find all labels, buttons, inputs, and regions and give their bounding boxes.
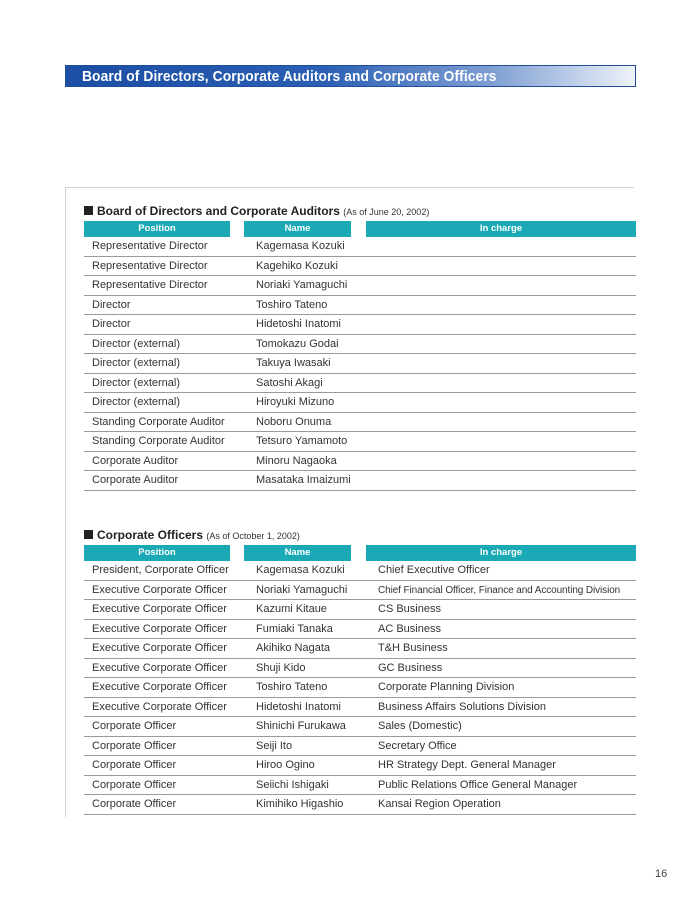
table-row: [84, 452, 636, 472]
table-row: [84, 276, 636, 296]
officers-table: [84, 561, 636, 815]
cell-position: Representative Director: [92, 279, 208, 291]
cell-name: Satoshi Akagi: [256, 376, 323, 389]
cell-position: Corporate Officer: [92, 798, 177, 810]
cell-position: Executive Corporate Officer: [92, 700, 227, 713]
table-row: [84, 354, 636, 374]
square-bullet-icon: [84, 206, 93, 215]
board-col-position: Position: [84, 221, 230, 237]
cell-in-charge: Business Affairs Solutions Division: [378, 700, 546, 713]
officers-col-name: Name: [244, 545, 351, 561]
cell-name: Toshiro Tateno: [256, 681, 328, 693]
officers-section-heading: [84, 528, 300, 542]
cell-position: Corporate Officer: [92, 778, 177, 791]
table-row: [84, 795, 636, 815]
table-row: [84, 581, 636, 601]
cell-in-charge: Chief Financial Officer, Finance and Accounting Division: [378, 584, 621, 596]
cell-position: Director: [92, 298, 131, 311]
cell-name: Kimihiko Higashio: [256, 798, 344, 810]
page-number: 16: [655, 868, 668, 880]
cell-in-charge: Corporate Planning Division: [378, 681, 515, 693]
table-row: [84, 335, 636, 355]
table-row: [84, 776, 636, 796]
table-row: [84, 237, 636, 257]
cell-position: Director (external): [92, 396, 181, 408]
cell-name: Akihiko Nagata: [256, 642, 330, 654]
board-heading-text: Board of Directors and Corporate Auditors: [97, 204, 340, 218]
cell-name: Shinichi Furukawa: [256, 720, 346, 732]
board-table: [84, 237, 636, 491]
cell-in-charge: GC Business: [378, 661, 443, 674]
table-row: [84, 315, 636, 335]
cell-position: Director (external): [92, 376, 181, 389]
table-row: [84, 737, 636, 757]
cell-position: Corporate Auditor: [92, 454, 179, 467]
table-row: [84, 374, 636, 394]
cell-name: Takuya Iwasaki: [256, 357, 331, 369]
cell-name: Tetsuro Yamamoto: [256, 435, 348, 447]
cell-in-charge: Public Relations Office General Manager: [378, 778, 578, 791]
cell-position: Director: [92, 318, 131, 330]
cell-position: Corporate Officer: [92, 739, 177, 752]
cell-position: Executive Corporate Officer: [92, 603, 227, 615]
page-title-bar: [65, 65, 636, 87]
cell-name: Shuji Kido: [256, 661, 306, 674]
table-row: [84, 756, 636, 776]
board-col-name: Name: [244, 221, 351, 237]
cell-name: Fumiaki Tanaka: [256, 622, 333, 635]
square-bullet-icon: [84, 530, 93, 539]
cell-position: President, Corporate Officer: [92, 564, 229, 576]
cell-position: Corporate Officer: [92, 759, 177, 771]
table-row: [84, 296, 636, 316]
cell-position: Executive Corporate Officer: [92, 583, 227, 596]
cell-in-charge: Secretary Office: [378, 739, 457, 752]
board-col-in-charge: In charge: [366, 221, 636, 237]
officers-col-in-charge: In charge: [366, 545, 636, 561]
cell-position: Director (external): [92, 357, 181, 369]
table-row: [84, 639, 636, 659]
cell-in-charge: Kansai Region Operation: [378, 798, 501, 810]
table-row: [84, 471, 636, 491]
cell-name: Hiroo Ogino: [256, 759, 315, 771]
officers-as-of: (As of October 1, 2002): [206, 531, 300, 541]
cell-position: Corporate Auditor: [92, 474, 179, 486]
cell-position: Executive Corporate Officer: [92, 642, 227, 654]
cell-name: Tomokazu Godai: [256, 337, 339, 350]
table-row: [84, 413, 636, 433]
cell-in-charge: Chief Executive Officer: [378, 564, 490, 576]
cell-name: Hidetoshi Inatomi: [256, 318, 341, 330]
cell-position: Standing Corporate Auditor: [92, 435, 225, 447]
table-row: [84, 698, 636, 718]
frame-top-rule: [65, 187, 634, 188]
board-section-heading: [84, 204, 429, 218]
table-row: [84, 678, 636, 698]
cell-name: Seiichi Ishigaki: [256, 778, 329, 791]
cell-position: Executive Corporate Officer: [92, 622, 227, 635]
cell-name: Hidetoshi Inatomi: [256, 700, 341, 713]
table-row: [84, 257, 636, 277]
table-row: [84, 393, 636, 413]
table-row: [84, 717, 636, 737]
cell-in-charge: Sales (Domestic): [378, 720, 462, 732]
cell-in-charge: T&H Business: [378, 642, 448, 654]
table-row: [84, 620, 636, 640]
cell-name: Kazumi Kitaue: [256, 603, 327, 615]
cell-position: Standing Corporate Auditor: [92, 415, 225, 428]
officers-col-position: Position: [84, 545, 230, 561]
cell-name: Noriaki Yamaguchi: [256, 279, 348, 291]
page-title: Board of Directors, Corporate Auditors and Corporate Officers: [82, 68, 497, 85]
cell-position: Executive Corporate Officer: [92, 681, 227, 693]
table-row: [84, 432, 636, 452]
officers-heading-text: Corporate Officers: [97, 528, 204, 542]
cell-position: Representative Director: [92, 240, 208, 252]
cell-name: Minoru Nagaoka: [256, 454, 337, 467]
board-as-of: (As of June 20, 2002): [343, 207, 430, 217]
cell-name: Masataka Imaizumi: [256, 474, 351, 486]
cell-position: Corporate Officer: [92, 720, 177, 732]
table-row: [84, 561, 636, 581]
cell-name: Toshiro Tateno: [256, 298, 328, 311]
cell-name: Noboru Onuma: [256, 415, 332, 428]
cell-name: Noriaki Yamaguchi: [256, 583, 348, 596]
cell-in-charge: AC Business: [378, 622, 441, 635]
cell-name: Kagemasa Kozuki: [256, 240, 345, 252]
cell-position: Director (external): [92, 337, 181, 350]
frame-left-rule: [65, 187, 66, 817]
table-row: [84, 600, 636, 620]
cell-in-charge: HR Strategy Dept. General Manager: [378, 759, 556, 771]
cell-name: Seiji Ito: [256, 739, 293, 752]
cell-name: Hiroyuki Mizuno: [256, 396, 335, 408]
cell-name: Kagemasa Kozuki: [256, 564, 345, 576]
cell-position: Executive Corporate Officer: [92, 661, 227, 674]
table-row: [84, 659, 636, 679]
cell-name: Kagehiko Kozuki: [256, 259, 338, 272]
cell-in-charge: CS Business: [378, 603, 441, 615]
cell-position: Representative Director: [92, 259, 208, 272]
